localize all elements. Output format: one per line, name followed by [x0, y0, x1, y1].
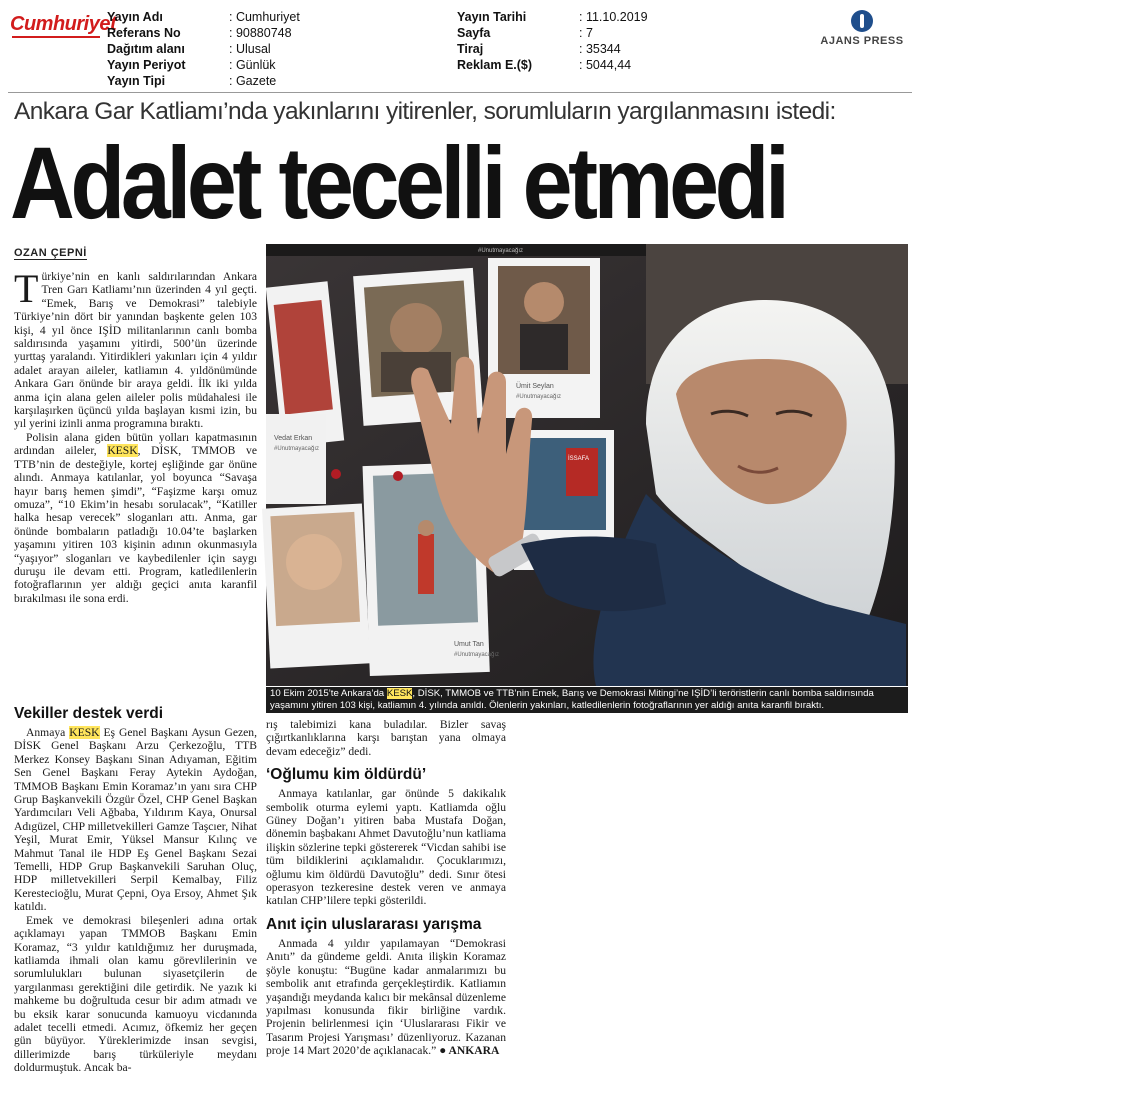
agency-mark-icon [851, 10, 873, 32]
paragraph: Emek ve demokrasi bileşenleri adına ortak açıklamayı yapan TMMOB Başkanı Emin Koramaz, “3 yıldır katıldığımız her duruşmada, katliamda ihmali olan kamu görevlilerinin ve sorumlulukları bulunan siyasetçilerin de yargılanması gerektiğini dile getirdik. Ne yazık ki mahkeme bu doğrultuda cesur bir adım atmadı ve bu eksik karar sonucunda kamuoyu vicdanında adalet tecelli etmedi. Acımız, öfkemiz her geçen gün büyüyor. Yüreklerimizde insan sevgisi, dillerimizde barış türküleriyle meydanı doldurmuştuk. Ancak ba- [14, 913, 257, 1075]
meta-row [107, 25, 300, 41]
subheading: Anıt için uluslararası yarışma [266, 915, 482, 933]
board-name-2: Vedat Erkan [274, 435, 313, 442]
article-kicker: Ankara Gar Katliamı’nda yakınlarını yitirenler, sorumluların yargılanmasını istedi: [14, 98, 836, 125]
column-1 [14, 266, 257, 605]
meta-label: Yayın Tarihi [457, 10, 527, 24]
meta-value: : Gazete [229, 74, 277, 88]
meta-label: Dağıtım alanı [107, 42, 185, 56]
meta-label: Yayın Tipi [107, 74, 166, 88]
photo-credit-last: SAVAŞ [1103, 902, 1134, 912]
column-2 [266, 718, 506, 1058]
meta-value: : 7 [579, 26, 593, 40]
paragraph [14, 726, 257, 914]
meta-label: Reklam E.($) [457, 58, 533, 72]
paragraph: Anmaya katılanlar, gar önünde 5 dakikalık sembolik oturma eylemi yaptı. Katliamda oğlu Güney Doğan’ı yitiren baba Mustafa Doğan, dönemin başbakanı Ahmet Davutoğlu’nun katliama ilişkin sözlerine tepki göstererek “Vicdan sahibi ise tüm bildiklerini açıklamalıdır. Çocuklarımızı, oğlumu kim öldürdü Davutoğlu” dedi. Sınır ötesi operasyon tezkeresine destek veren ve anmaya katılan CHP’lilere tepki gösterildi. [266, 787, 506, 908]
meta-label: Tiraj [457, 42, 484, 56]
publication-logo: Cumhuriyet [10, 13, 117, 35]
paragraph-text: Anmada 4 yıldır yapılamayan “Demokrasi Anıtı” da gündeme geldi. Anıta ilişkin Koramaz şöyle konuştu: “Bugüne kadar anmalarımızı bu sembolik anıt etrafında gerçekleştirdik. Katliamın yaşandığı meydanda kalıcı bir mekânsal düzenleme yapılması konusunda fikir birliğine vardık. Projenin belirlenmesi için ‘Uluslararası Fikir ve Tasarım Projesi Yarışması’ düzenliyoruz. Kazanan proje 14 Mart 2020’de açıklanacak.” [266, 936, 506, 1058]
meta-row [107, 41, 300, 57]
meta-row [457, 9, 648, 25]
meta-row [107, 57, 300, 73]
meta-value: : 90880748 [229, 26, 292, 40]
meta-row [107, 9, 300, 25]
meta-value: : 11.10.2019 [579, 10, 648, 24]
meta-right [457, 9, 648, 73]
logo-underline [12, 36, 100, 38]
board-tag-2: #Unutmayacağız [274, 446, 320, 452]
board-name-1: Ümit Seylan [516, 383, 554, 390]
meta-row [457, 57, 648, 73]
caption-text: 10 Ekim 2015’te Ankara’da [270, 688, 387, 699]
article-headline: Adalet tecelli etmedi [10, 126, 786, 240]
paragraph [14, 266, 257, 431]
meta-left [107, 9, 300, 89]
meta-value: : 5044,44 [579, 58, 632, 72]
dateline-sign: ● ANKARA [439, 1044, 500, 1058]
meta-row [107, 73, 300, 89]
subheading: ‘Oğlumu kim öldürdü’ [266, 766, 427, 784]
meta-value: : Ulusal [229, 42, 271, 56]
photo-caption [266, 687, 908, 713]
meta-value: : 35344 [579, 42, 621, 56]
meta-value: : Günlük [229, 58, 276, 72]
photo-credit [1102, 878, 1135, 913]
column-1-lower [14, 705, 257, 1075]
meta-label: Yayın Periyot [107, 58, 186, 72]
board-tag-1: #Unutmayacağız [516, 394, 562, 400]
highlight-kesk: KESK [69, 726, 100, 739]
paragraph-text: ürkiye’nin en kanlı saldırılarından Ankara Tren Garı Katliamı’nın üzerinden 4 yıl geçti. “Emek, Barış ve Demokrasi” talebiyle Türkiye’nin dört bir yanından başkente gelen 103 kişi, 4 yıl önce IŞİD militanlarının canlı bomba saldırısında yaşamını yitirdi, 500’ün üzerinde yurttaş yaralandı. Yitirdikleri yakınları için 4 yıldır adalet arayan aileler, katliamın 4. yıldönümünde Ankara Garı önünde bir araya geldi. İlk iki yılda anma için alana gelen aileler polis müdahalesi ile karşılaşırken üçüncü yılda başlayan kısmi izin, bu yıl yerini izinli anma programına bıraktı. [14, 270, 257, 431]
paragraph [266, 937, 506, 1058]
caption-text: , DİSK, TMMOB ve TTB’nin Emek, Barış ve Demokrasi Mitingi’ne IŞİD’li teröristlerin canlı bomba saldırısında yaşamını yitiren 103 kişi, katliamın 4. yılında anıldı. Ölenlerin yakınları, katledilenlerin fotoğraflarının yer aldığı anıta karanfil bıraktı. [270, 688, 874, 711]
highlight-kesk: KESK [386, 688, 413, 699]
paragraph-text: Eş Genel Başkanı Aysun Gezen, DİSK Genel Başkanı Arzu Çerkezoğlu, TTB Merkez Konsey Başkanı Sinan Adıyaman, Eğitim Sen Genel Başkanı Feray Aytekin Aydoğan, TMMOB Başkanı Emin Koramaz’ın yanı sıra CHP Grup Başkanvekili Özgür Özel, CHP Genel Başkan Yardımcıları Veli Ağbaba, Yıldırım Kaya, Onursal Adıgüzel, CHP milletvekilleri Gamze Taşcıer, Nihat Yeşil, Murat Emir, Yüksel Mansur Kılınç ve Mahmut Tanal ile HDP Eş Genel Başkanı Sezai Temelli, HDP Grup Başkanvekili Saruhan Oluç, HDP milletvekilleri Serpil Kemalbay, Filiz Kerestecioğlu, Murat Çepni, Oya Ersoy, Ahmet Şık katıldı. [14, 726, 257, 914]
header-divider [8, 92, 912, 93]
camera-icon [1110, 878, 1126, 889]
paragraph [14, 431, 257, 605]
agency-logo [814, 10, 910, 47]
board-name-3: Umut Tan [454, 641, 484, 648]
board-tag-top: #Unutmayacağız [478, 248, 524, 254]
meta-value: : Cumhuriyet [229, 10, 300, 24]
paragraph-text: Anmaya [26, 726, 70, 739]
meta-label: Yayın Adı [107, 10, 163, 24]
meta-row [457, 41, 648, 57]
meta-label: Sayfa [457, 26, 491, 40]
highlight-kesk: KESK [107, 444, 138, 458]
agency-name: AJANS PRESS [820, 35, 904, 47]
paragraph-text: , DİSK, TMMOB ve TTB’nin de desteğiyle, kortej eşliğinde gar önüne alındı. Anmaya katılanlar, yol boyunca “Savaşa hayır barış hemen şimdi”, “Faşizme karşı omuz omuza”, “10 Ekim’in hesabı sorulacak”, “Katiller halka hesap verecek” sloganları attı. Anma, gar önünde bombaların patladığı 10.04’te başlarken yaşamını yitiren 103 kişinin adının okunmasıyla “yaşıyor” sloganları ve kaybedilenler için saygı duruşu ile devam etti. Program, katledilenlerin fotoğraflarının yer aldığı geçici anıta karanfil bırakılması ile sona erdi. [14, 444, 257, 605]
meta-label: Referans No [107, 26, 181, 40]
meta-row [457, 25, 648, 41]
subheading: Vekiller destek verdi [14, 705, 164, 722]
paragraph-text: Polisin alana giden bütün yolları kapatmasının ardından aileler, [14, 430, 257, 458]
drop-cap: T [14, 266, 39, 311]
board-tag-3: #Unutmayacağız [454, 652, 500, 658]
photo-illustration [266, 244, 908, 686]
paragraph: rış talebimizi kana buladılar. Bizler savaş çığırtkanlıklarına karşı barıştan yana olmaya devam edeceğiz” dedi. [266, 718, 506, 758]
photo-credit-first: NECATİ [1102, 891, 1135, 901]
board-mini-label: İSSAFA [568, 456, 590, 462]
clipping-header [0, 0, 920, 92]
article-byline: OZAN ÇEPNİ [14, 247, 87, 259]
